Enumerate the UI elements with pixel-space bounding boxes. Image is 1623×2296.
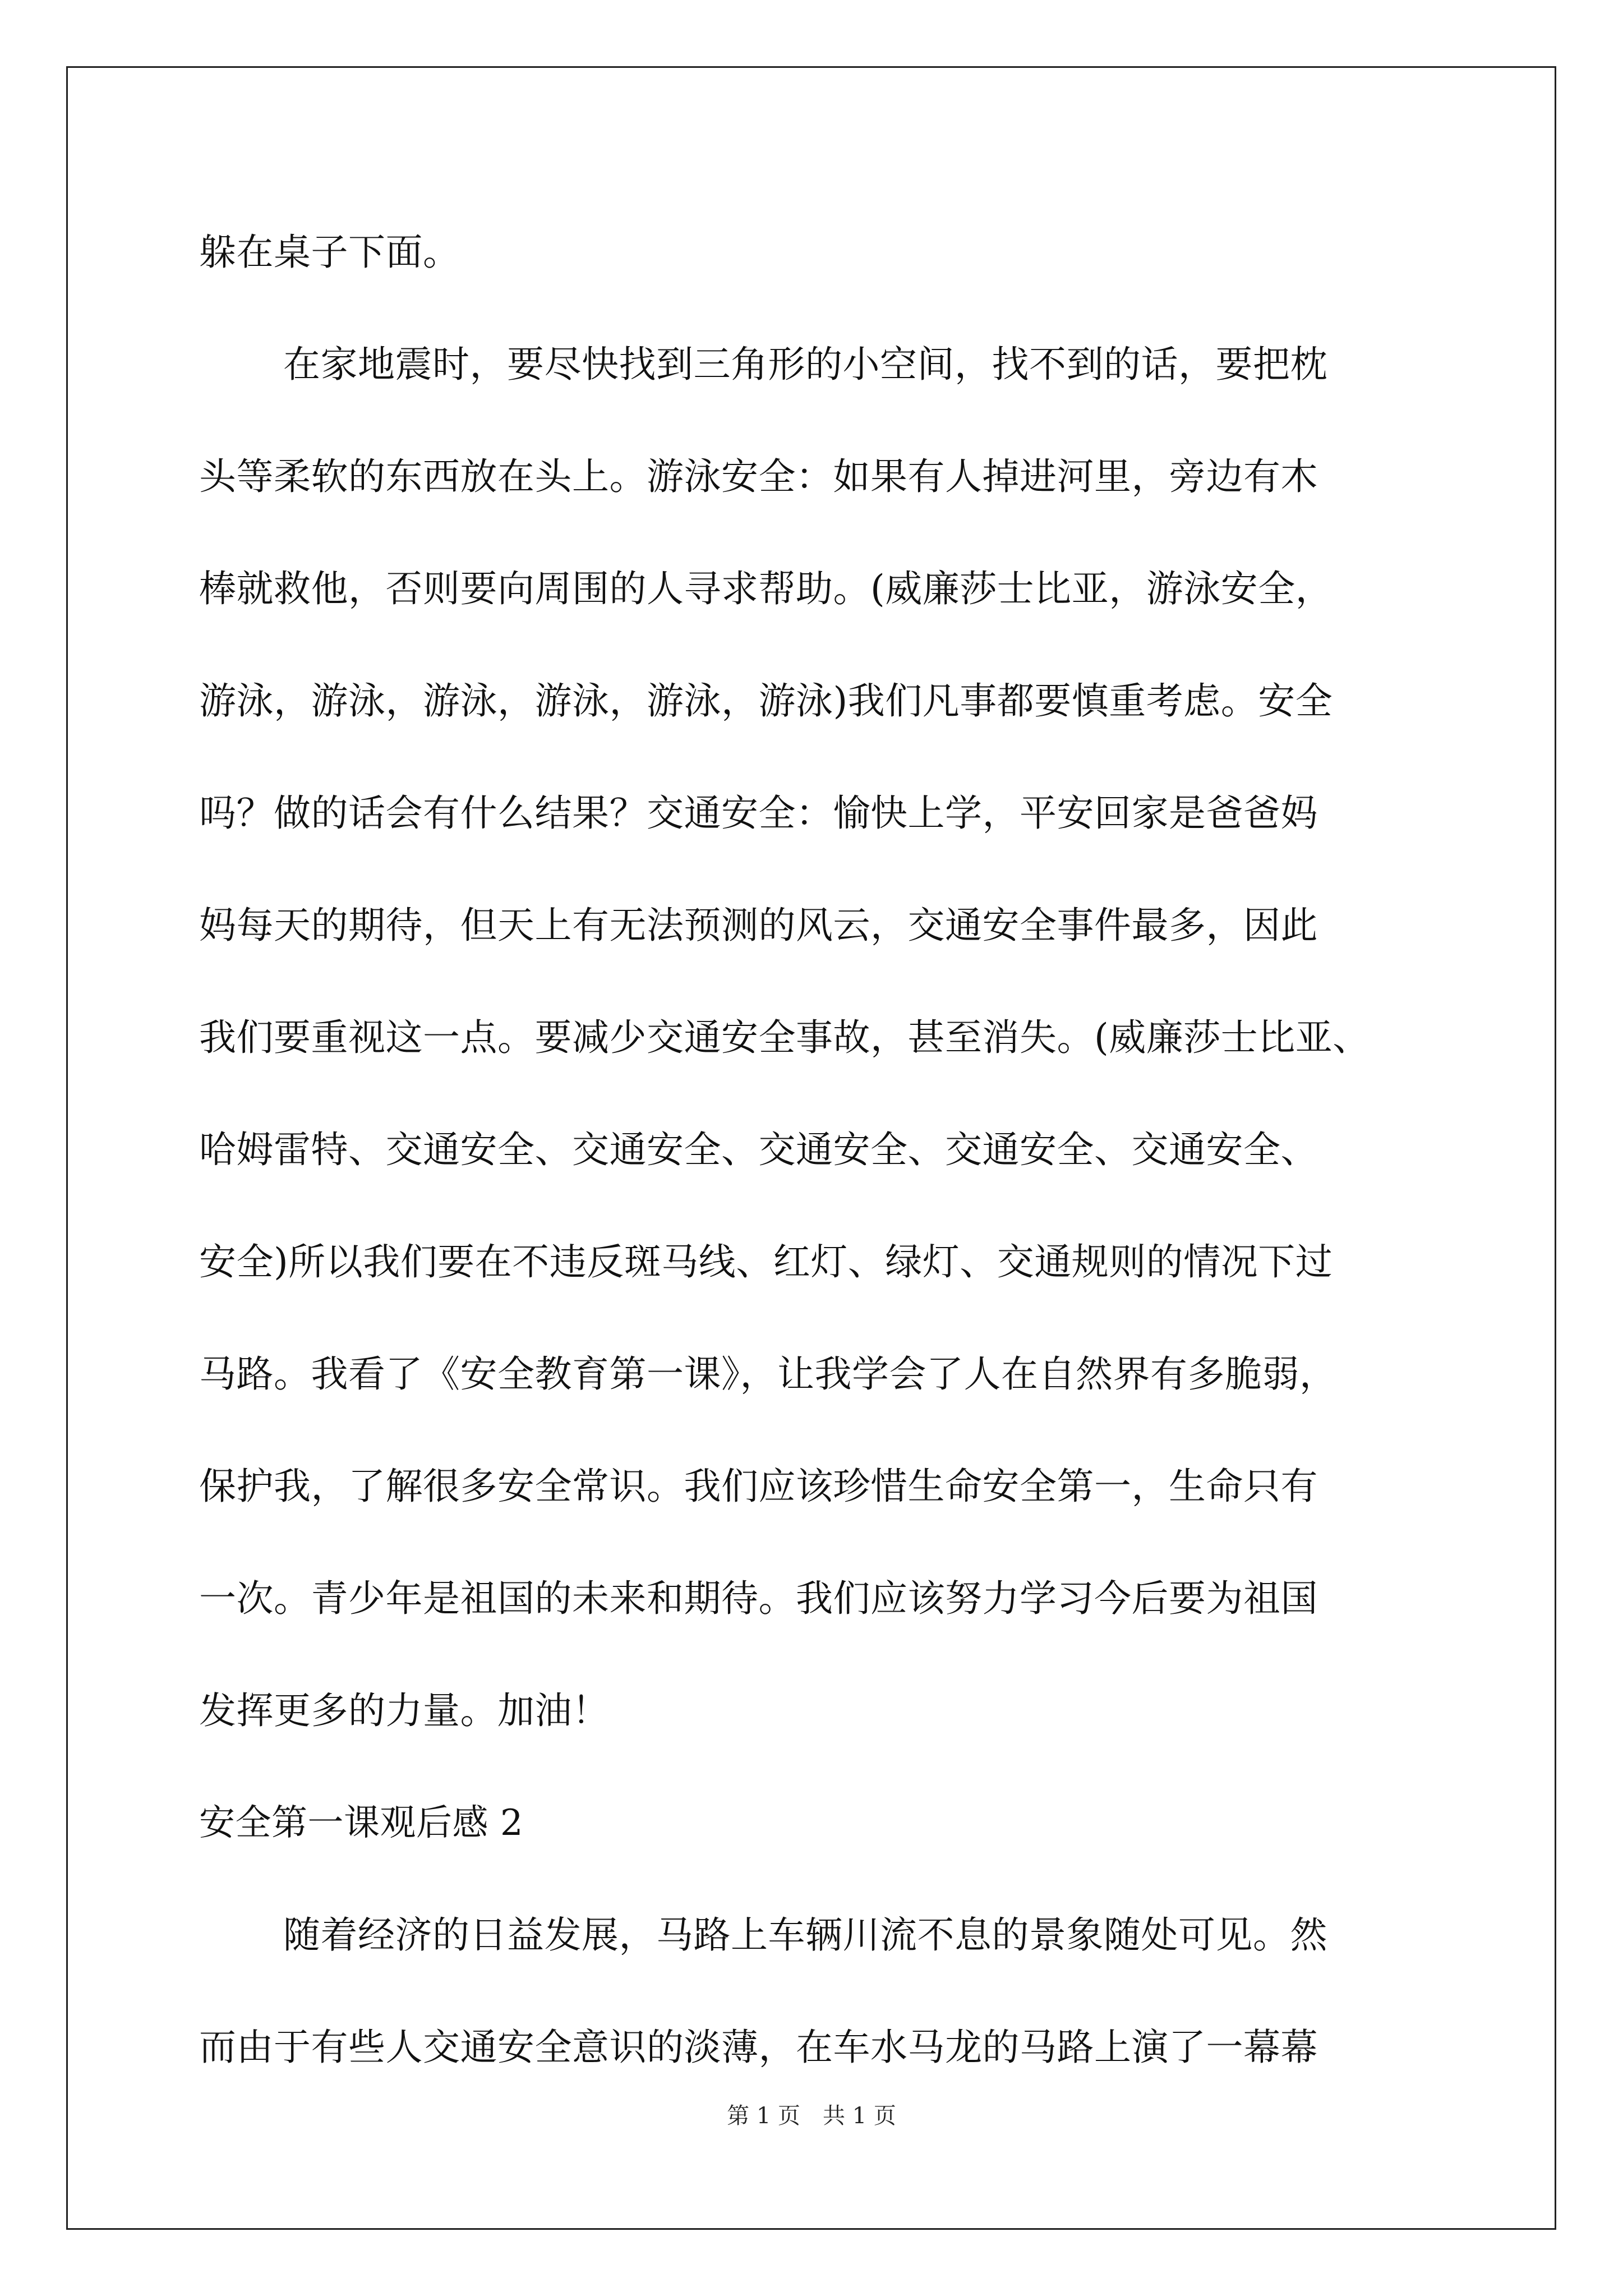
text-line: 吗？做的话会有什么结果？交通安全：愉快上学，平安回家是爸爸妈 — [199, 792, 1318, 835]
text-line: 妈每天的期待，但天上有无法预测的风云，交通安全事件最多，因此 — [199, 904, 1318, 947]
text-line: 发挥更多的力量。加油！ — [199, 1689, 610, 1732]
text-line: 哈姆雷特、交通安全、交通安全、交通安全、交通安全、交通安全、 — [199, 1128, 1318, 1171]
text-line: 棒就救他，否则要向周围的人寻求帮助。(威廉莎士比亚，游泳安全， — [199, 567, 1333, 610]
paragraph-start-line: 在家地震时，要尽快找到三角形的小空间，找不到的话，要把枕 — [283, 343, 1327, 386]
text-line: 一次。青少年是祖国的未来和期待。我们应该努力学习今后要为祖国 — [199, 1577, 1318, 1620]
paragraph-start-line: 随着经济的日益发展，马路上车辆川流不息的景象随处可见。然 — [283, 1913, 1327, 1957]
text-line: 马路。我看了《安全教育第一课》，让我学会了人在自然界有多脆弱， — [199, 1352, 1337, 1396]
document-body — [199, 196, 1433, 2104]
text-line: 而由于有些人交通安全意识的淡薄，在车水马龙的马路上演了一幕幕 — [199, 2026, 1318, 2069]
text-line: 保护我，了解很多安全常识。我们应该珍惜生命安全第一，生命只有 — [199, 1465, 1318, 1508]
text-line: 我们要重视这一点。要减少交通安全事故，甚至消失。(威廉莎士比亚、 — [199, 1016, 1370, 1059]
text-line: 安全)所以我们要在不违反斑马线、红灯、绿灯、交通规则的情况下过 — [199, 1240, 1333, 1283]
text-line: 游泳，游泳，游泳，游泳，游泳，游泳)我们凡事都要慎重考虑。安全 — [199, 679, 1333, 723]
text-line: 躲在桌子下面。 — [199, 231, 460, 274]
text-line: 头等柔软的东西放在头上。游泳安全：如果有人掉进河里，旁边有木 — [199, 455, 1318, 498]
section-heading: 安全第一课观后感 2 — [199, 1802, 524, 1844]
page-footer: 第 1 页 共 1 页 — [727, 2103, 896, 2129]
